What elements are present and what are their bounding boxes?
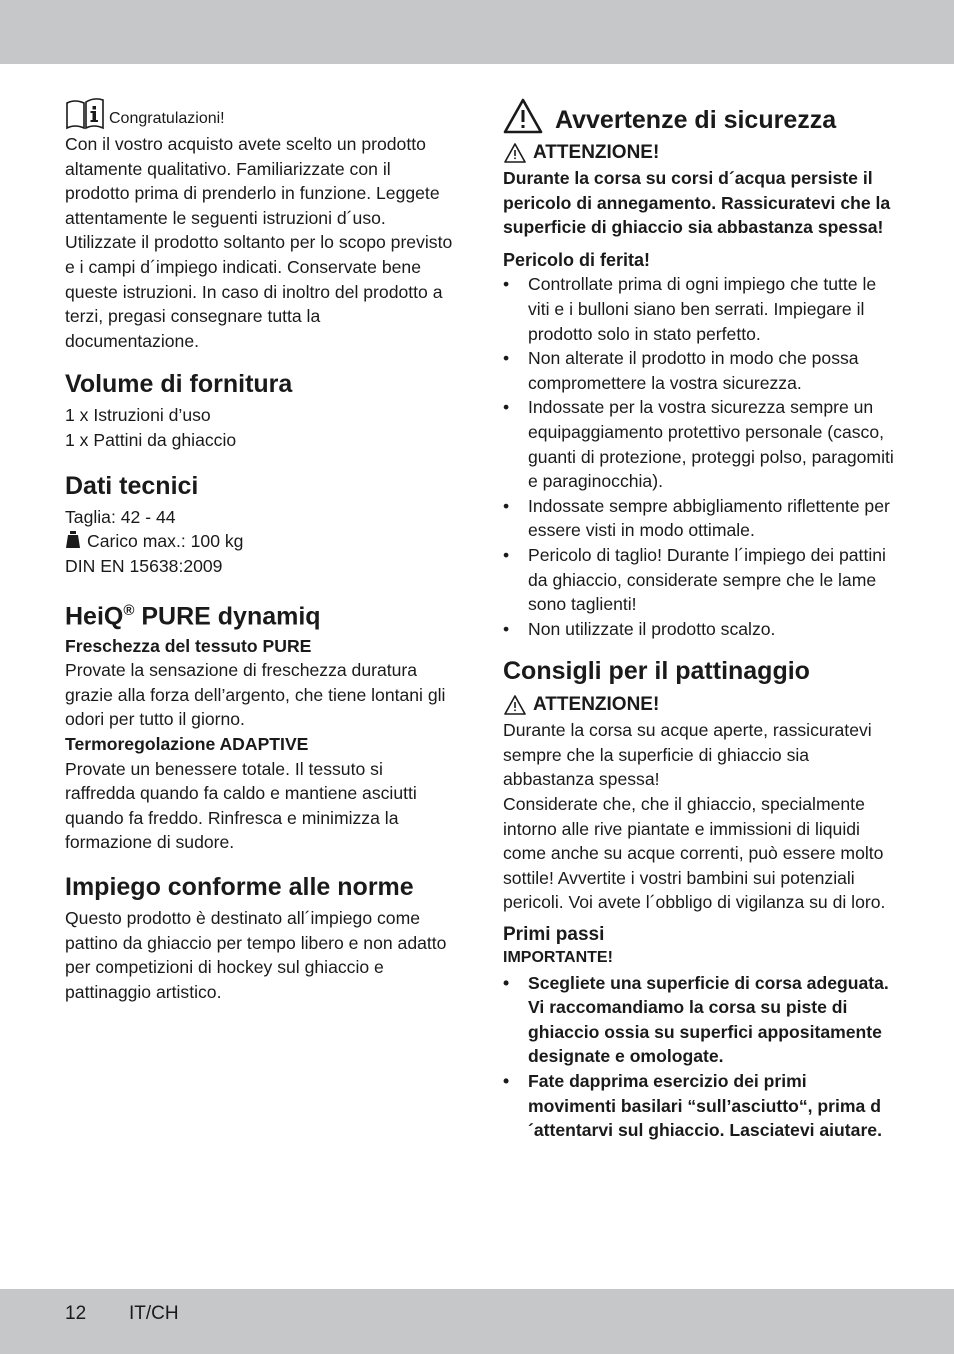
important-label: IMPORTANTE! [503,948,613,966]
tech-load: Carico max.: 100 kg [87,531,244,552]
volume-heading: Volume di fornitura [65,370,293,399]
tech-norm: DIN EN 15638:2009 [65,555,223,576]
volume-item: 1 x Istruzioni d’uso [65,405,211,426]
safety-heading: Avvertenze di sicurezza [555,106,837,134]
attention-row [503,140,895,166]
first-steps-list [503,971,895,1143]
injury-heading: Pericolo di ferita! [503,249,651,270]
warning-triangle-icon [503,142,527,164]
safety-heading-row [503,96,895,136]
right-column [503,96,895,1143]
heiq-heading [65,596,457,631]
tech-heading: Dati tecnici [65,471,199,500]
pure-text: Provate la sensazione di freschezza duratura grazie alla forza dell’argento, che tiene lontani gli odori per tutto il giorno. [65,660,446,730]
list-item: • Controllate prima di ogni impiego che tutte le viti e i bulloni siano ben serrati. Impiegare il prodotto solo in stato perfetto. [503,274,877,344]
pure-subheading: Freschezza del tessuto PURE [65,635,312,656]
registered-mark: ® [123,602,135,620]
tech-size: Taglia: 42 - 44 [65,506,176,527]
heiq-product: PURE dynamiq [134,602,321,631]
header-band [0,0,954,64]
intro-title: Congratulazioni! [109,110,225,127]
list-item: • Scegliete una superficie di corsa adeguata. Vi raccomandiamo la corsa su piste di ghiaccio ossia su superfici appositamente designate e omologate. [503,972,889,1067]
list-item: • Indossate per la vostra sicurezza sempre un equipaggiamento protettivo personale (casco, guanti di protezione, proteggi polso, paragomiti e paraginocchia). [503,397,894,492]
adaptive-subheading: Termoregolazione ADAPTIVE [65,734,309,755]
list-item: • Indossate sempre abbigliamento riflettente per essere visti in modo ottimale. [503,495,890,541]
use-text: Questo prodotto è destinato all´impiego come pattino da ghiaccio per tempo libero e non adatto per competizioni di hockey sul ghiaccio e pattinaggio artistico. [65,907,447,1002]
injury-list [503,272,895,641]
attention-row [503,692,895,718]
list-item: • Non alterate il prodotto in modo che possa compromettere la vostra sicurezza. [503,348,859,393]
safety-warning: Durante la corsa su corsi d´acqua persiste il pericolo di annegamento. Rassicuratevi che la superficie di ghiaccio sia abbastanza spessa! [503,168,891,238]
adaptive-text: Provate un benessere totale. Il tessuto si raffredda quando fa caldo e mantiene asciutti quando fa freddo. Rinfresca e minimizza la formazione di sudore. [65,758,417,853]
intro-text: Con il vostro acquisto avete scelto un prodotto altamente qualitativo. Familiarizzate con il prodotto prima di prenderlo in funzione. Leggete attentamente le seguenti istruzioni d´uso. Utilizzate il prodotto soltanto per lo scopo previsto e i campi d´impiego indicati. Conservate bene queste istruzioni. In caso di inoltro del prodotto a terzi, pregasi consegnare tutta la documentazione. [65,134,453,351]
tips-text: Considerate che, che il ghiaccio, specialmente intorno alle rive piantate e immissioni di liquidi come anche su acque correnti, può essere molto sottile! Avvertite i vostri bambini sui potenziali pericoli. Voi avete l´obbligo di vigilanza su di loro. [503,794,886,913]
tips-heading: Consigli per il pattinaggio [503,657,810,686]
first-steps-heading: Primi passi [503,924,605,946]
tech-load-row [65,529,457,554]
use-heading: Impiego conforme alle norme [65,872,414,901]
warning-triangle-icon [503,98,543,134]
info-book-icon [65,98,105,130]
warning-triangle-icon [503,694,527,716]
attention-label: ATTENZIONE! [533,142,660,163]
page-number: 12 [65,1303,87,1324]
heiq-brand: HeiQ [65,602,124,631]
weight-icon [65,531,81,549]
locale-label: IT/CH [129,1303,179,1324]
list-item: • Pericolo di taglio! Durante l´impiego dei pattini da ghiaccio, considerate sempre che le lame sono taglienti! [503,544,886,615]
list-item: • Fate dapprima esercizio dei primi movimenti basilari “sull’asciutto“, prima d´attentarvi sul ghiaccio. Lasciatevi aiutare. [503,1071,882,1141]
intro-title-row [65,96,457,130]
volume-item: 1 x Pattini da ghiaccio [65,429,237,450]
list-item: • Non utilizzate il prodotto scalzo. [503,618,776,639]
tips-text: Durante la corsa su acque aperte, rassicuratevi sempre che la superficie di ghiaccio sia abbastanza spessa! [503,720,872,790]
attention-label: ATTENZIONE! [533,694,660,716]
left-column [65,96,457,1004]
